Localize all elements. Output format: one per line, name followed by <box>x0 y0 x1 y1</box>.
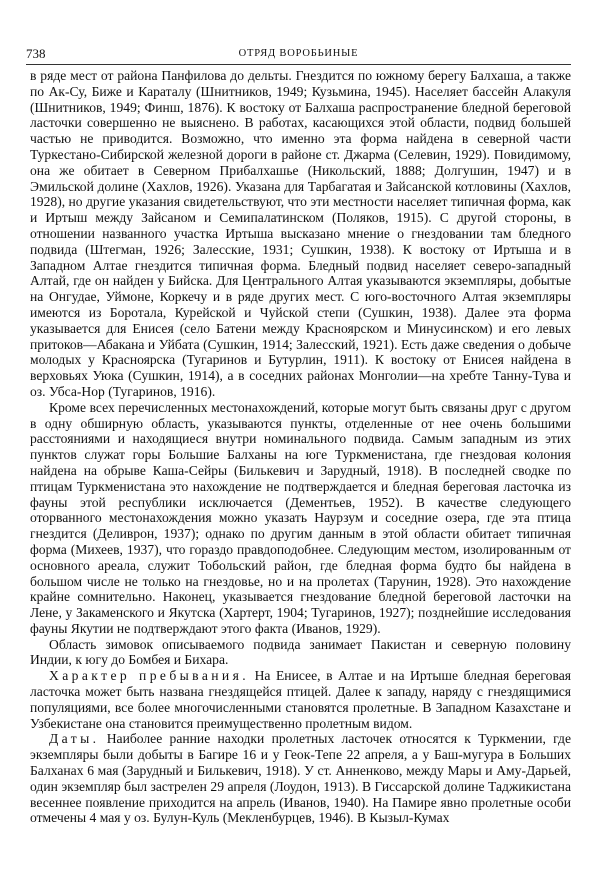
paragraph-text: Кроме всех перечисленных местонахождений, которые могут быть связаны друг с другом в одну обширную область, указываются пункты, отделенные от нее очень большими расстояниями и находящиеся внутри номинального подвида. Самым западным из этих пунктов служат горы Большие Балханы на юге Туркменистана, где гнездовая колония найдена на обрыве Каша-Сейры (Билькевич и Зарудный, 1918). В последней сводке по птицам Туркменистана это нахождение не подтверждается и бледная береговая ласточка из фауны этой республики исключается (Дементьев, 1952). В качестве следующего оторванного местонахождения можно указать Наурзум и соседние озера, где эта птица гнездится (Деливрон, 1937); однако по другим данным в этой области обитает типичная форма (Михеев, 1937), что гораздо правдоподобнее. Следующим местом, изолированным от основного ареала, служит Тобольский район, где бледная форма будто бы найдена в большом числе не только на гнездовье, но и на пролетах (Тарунин, 1928). Это нахождение крайне сомнительно. Наконец, указывается гнездование бледной береговой ласточки на Лене, у Закаменского и Якутска (Хартерт, 1904; Тугаринов, 1927); позднейшие исследования фауны Якутии не подтверждают этого факта (Иванов, 1929). <box>30 399 571 636</box>
paragraph-range-continuation <box>30 68 571 400</box>
section-label: Характер пребывания. <box>49 668 250 684</box>
paragraph-isolated-localities <box>30 400 571 637</box>
paragraph-text: На Енисее, в Алтае и на Иртыше бледная береговая ласточка может быть названа гнездящейся птицей. Далее к западу, наряду с гнездящимися популяциями, все более многочисленными становятся пролетные. В Западном Казахстане и Узбекистане она становится преимущественно пролетным видом. <box>30 668 571 731</box>
paragraph-dates <box>30 731 571 826</box>
paragraph-text: Наиболее ранние находки пролетных ласточек относятся к Туркмении, где экземпляры были добыты в Багире 16 и у Геок-Тепе 22 апреля, а у Баш-мугура в Больших Балханах 6 мая (Зарудный и Билькевич, 1918). У ст. Анненково, между Мары и Аму-Дарьей, один экземпляр был застрелен 29 апреля (Лоудон, 1913). В Гиссарской долине Таджикистана весеннее появление приходится на апрель (Иванов, 1940). На Памире явно пролетные особи отмечены 4 мая у оз. Булун-Куль (Мекленбурцев, 1946). В Кызыл-Кумах <box>30 731 571 826</box>
running-title: ОТРЯД ВОРОБЬИНЫЕ <box>238 48 359 59</box>
paragraph-wintering <box>30 637 571 669</box>
body-text <box>30 68 571 826</box>
paragraph-text: в ряде мест от района Панфилова до дельты. Гнездится по южному берегу Балхаша, а также по Ак-Су, Биже и Караталу (Шнитников, 1949; Кузьмина, 1945). Населяет бассейн Алакуля (Шнитников, 1949; Финш, 1876). К востоку от Балхаша распространение бледной береговой ласточки совершенно не выяснено. В работах, касающихся этой области, подвид большей частью не приводится. Возможно, что именно эта форма найдена в северной части Туркестано-Сибирской железной дороги в районе ст. Джарма (Селевин, 1929). Повидимому, она же обитает в Северном Прибалхашье (Никольский, 1888; Долгушин, 1947) и в Эмильской долине (Хахлов, 1926). Указана для Тарбагатая и Зайсанской котловины (Хахлов, 1928), но другие указания свидетельствуют, что эти местности населяет типичная форма, как и Иртыш между Зайсаном и Семипалатинском (Поляков, 1915). С другой стороны, в отношении названного участка Иртыша высказано мнение о гнездовании там бледного подвида (Штегман, 1926; Залесские, 1931; Сушкин, 1938). К востоку от Иртыша и в Западном Алтае гнездится типичная форма. Бледный подвид населяет северо-западный Алтай, где он найден у Бийска. Для Центрального Алтая указываются экземпляры, добытые на Онгудае, Уймоне, Коркечу и в ряде других мест. С юго-восточного Алтая экземпляры имеются из Боротала, Курейской и Чуйской степи (Сушкин, 1938). Далее эта форма указывается для Енисея (село Батени между Красноярском и Минусинском) и его левых притоков—Абакана и Уйбата (Сушкин, 1914; Залесский, 1921). Есть даже сведения о добыче молодых у Красноярска (Тугаринов и Бутурлин, 1911). К востоку от Енисея найдена в верховьях Уюка (Сушкин, 1914), а в соседних районах Монголии—на хребте Танну-Тува и оз. Убса-Нор (Тугаринов, 1916). <box>30 68 571 399</box>
section-label: Даты. <box>49 731 100 747</box>
paragraph-residence-character <box>30 668 571 731</box>
page-header <box>26 46 571 64</box>
page-number: 738 <box>26 46 46 61</box>
paragraph-text: Область зимовок описываемого подвида занимает Пакистан и северную половину Индии, к югу до Бомбея и Бихара. <box>30 636 571 668</box>
header-rule <box>26 64 571 65</box>
